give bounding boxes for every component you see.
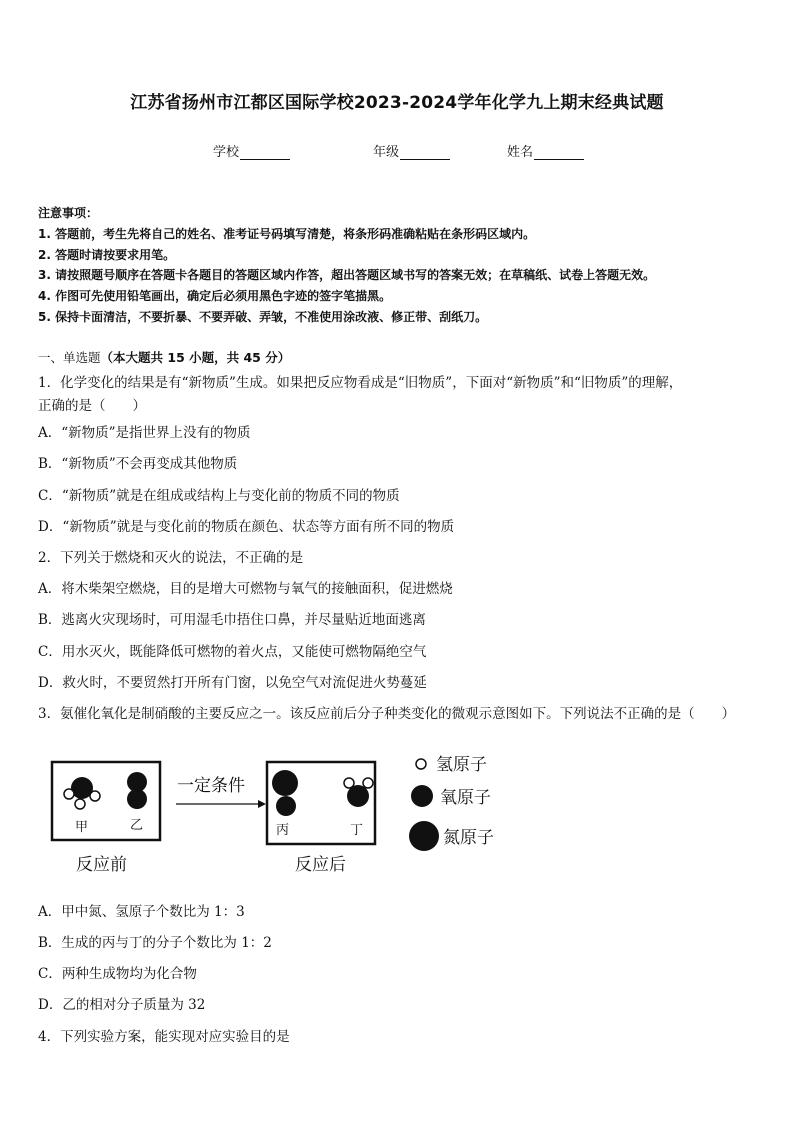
school-label: 学校: [213, 145, 240, 160]
note-item: 5. 保持卡面清洁，不要折暴、不要弄破、弄皱，不准使用涂改液、修正带、刮纸刀。: [38, 310, 488, 324]
bing-oxygen-atom: [276, 796, 296, 816]
question-2-option-d[interactable]: D．救火时，不要贸然打开所有门窗，以免空气对流促进火势蔓延: [38, 675, 427, 691]
jia-hydrogen-atom: [64, 789, 74, 799]
section-heading: [38, 348, 290, 366]
grade-label: 年级: [373, 145, 400, 160]
question-3-option-d[interactable]: D．乙的相对分子质量为 32: [38, 997, 206, 1013]
question-3-option-a[interactable]: A．甲中氮、氢原子个数比为 1：3: [38, 904, 245, 920]
after-caption: 反应后: [295, 855, 346, 875]
question-2-option-b[interactable]: B．逃离火灾现场时，可用湿毛巾捂住口鼻，并尽量贴近地面逃离: [38, 612, 426, 628]
jia-hydrogen-atom: [75, 799, 85, 809]
question-3-stem: 3．氨催化氧化是制硝酸的主要反应之一。该反应前后分子种类变化的微观示意图如下。下列说法不正确的是（ ）: [38, 706, 736, 722]
question-1-option-b[interactable]: B．“新物质”不会再变成其他物质: [38, 456, 238, 472]
note-item: 4. 作图可先使用铅笔画出，确定后必须用黑色字迹的签字笔描黑。: [38, 289, 392, 303]
yi-label: 乙: [130, 818, 144, 833]
yi-oxygen-atom: [127, 789, 147, 809]
question-1-option-a[interactable]: A．“新物质”是指世界上没有的物质: [38, 425, 251, 441]
note-item: 3. 请按照题号顺序在答题卡各题目的答题区域内作答，超出答题区域书写的答案无效；在草稿纸、试卷上答题无效。: [38, 268, 656, 282]
question-4-stem: 4．下列实验方案，能实现对应实验目的是: [38, 1029, 290, 1045]
grade-blank[interactable]: [400, 145, 450, 160]
question-3-option-b[interactable]: B．生成的丙与丁的分子个数比为 1：2: [38, 935, 272, 951]
ding-hydrogen-atom: [363, 778, 373, 788]
note-item: 2. 答题时请按要求用笔。: [38, 248, 176, 262]
condition-text: 一定条件: [177, 776, 245, 796]
page-title: 江苏省扬州市江都区国际学校2023-2024学年化学九上期末经典试题: [130, 93, 664, 113]
grade-field[interactable]: [373, 141, 450, 160]
legend-nitrogen-icon: [409, 821, 439, 851]
jia-label: 甲: [75, 820, 89, 835]
name-blank[interactable]: [534, 145, 584, 160]
question-3-option-c[interactable]: C．两种生成物均为化合物: [38, 966, 197, 982]
question-1-stem-cont: 正确的是（ ）: [38, 398, 146, 414]
before-caption: 反应前: [76, 855, 127, 875]
legend-oxygen-label: 氧原子: [440, 788, 491, 808]
bing-nitrogen-atom: [272, 770, 298, 796]
question-1-option-d[interactable]: D．“新物质”就是与变化前的物质在颜色、状态等方面有所不同的物质: [38, 519, 455, 535]
question-1-stem: 1．化学变化的结果是有“新物质”生成。如果把反应物看成是“旧物质”，下面对“新物质”和“旧物质”的理解，: [38, 375, 683, 391]
legend-hydrogen-icon: [416, 759, 426, 769]
legend-nitrogen-label: 氮原子: [443, 828, 494, 848]
legend-hydrogen-label: 氢原子: [436, 755, 487, 775]
section-label: 一、单选题: [38, 350, 101, 365]
school-blank[interactable]: [240, 145, 290, 160]
question-2-stem: 2．下列关于燃烧和灭火的说法，不正确的是: [38, 550, 304, 566]
jia-hydrogen-atom: [90, 791, 100, 801]
reaction-diagram: [40, 740, 510, 880]
question-2-option-a[interactable]: A．将木柴架空燃烧，目的是增大可燃物与氧气的接触面积，促进燃烧: [38, 581, 453, 597]
question-1-option-c[interactable]: C．“新物质”就是在组成或结构上与变化前的物质不同的物质: [38, 488, 400, 504]
note-item: 1. 答题前，考生先将自己的姓名、准考证号码填写清楚，将条形码准确粘贴在条形码区域内。: [38, 227, 536, 241]
name-label: 姓名: [507, 145, 534, 160]
bing-label: 丙: [276, 823, 290, 838]
notes-heading: 注意事项：: [38, 206, 99, 220]
legend-oxygen-icon: [411, 785, 433, 807]
name-field[interactable]: [507, 141, 584, 160]
section-info: （本大题共 15 小题，共 45 分）: [100, 350, 291, 365]
ding-label: 丁: [350, 823, 364, 838]
ding-hydrogen-atom: [344, 778, 354, 788]
question-2-option-c[interactable]: C．用水灭火，既能降低可燃物的着火点，又能使可燃物隔绝空气: [38, 644, 427, 660]
school-field[interactable]: [213, 141, 290, 160]
reaction-arrow-head: [258, 800, 266, 808]
